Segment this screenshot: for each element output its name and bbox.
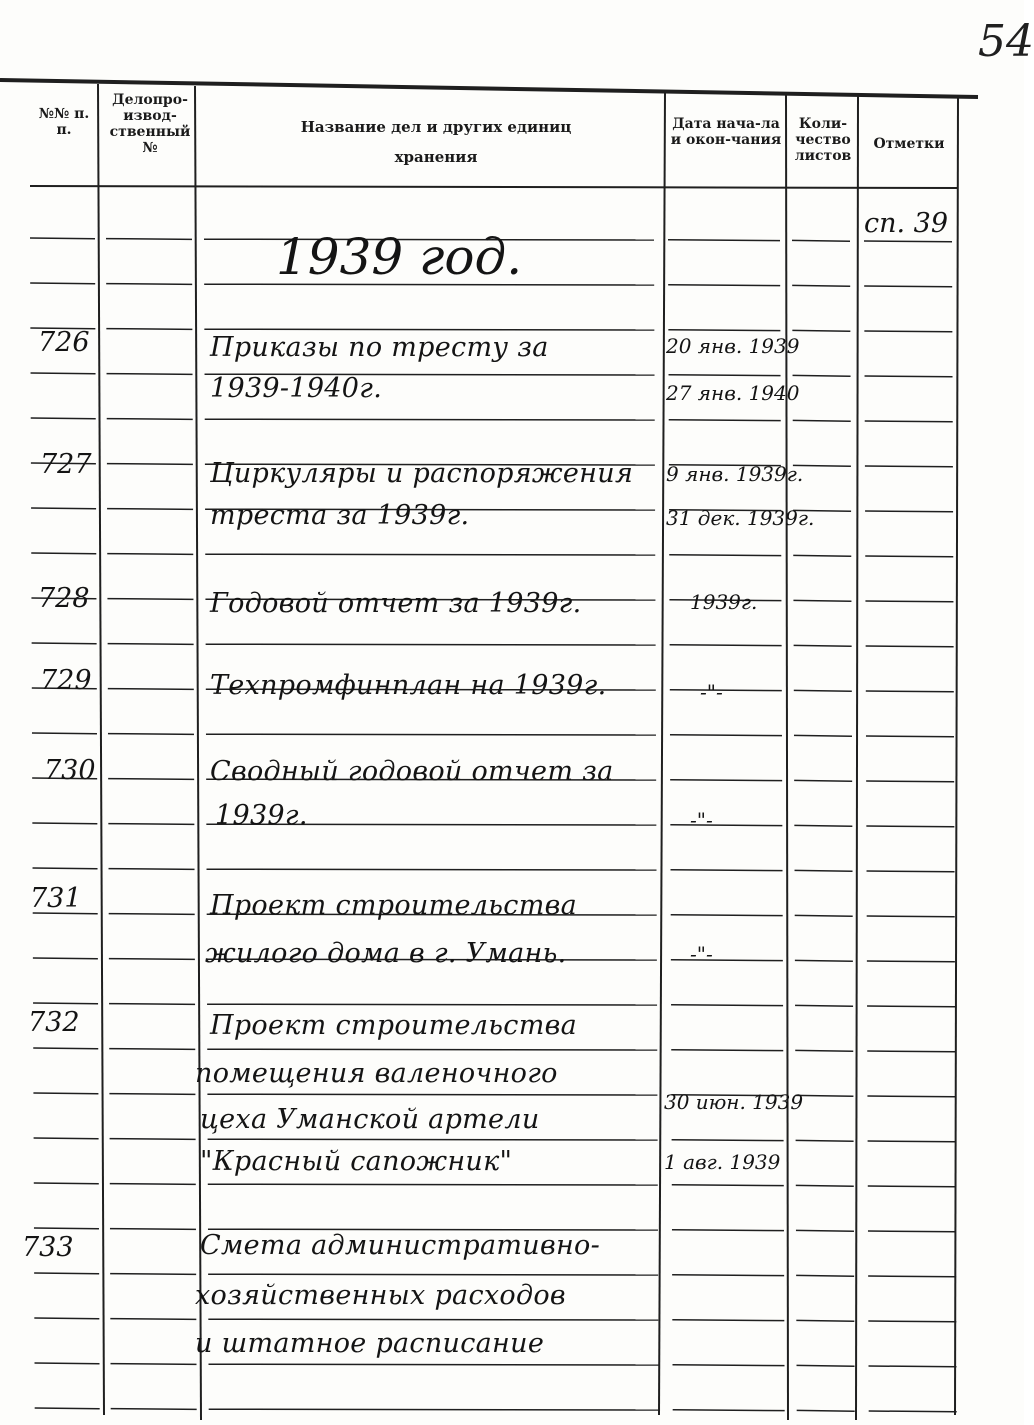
ruled-line: [792, 240, 850, 241]
entry-number: 728: [38, 583, 90, 614]
ruled-line: [672, 1230, 784, 1231]
entry-title-line: 1939-1940г.: [210, 373, 383, 404]
ruled-line: [106, 329, 192, 330]
ruled-line: [868, 1186, 956, 1187]
ruled-line: [109, 959, 195, 960]
ruled-line: [110, 1319, 196, 1320]
ruled-line: [106, 284, 192, 285]
ruled-line: [795, 915, 853, 916]
ruled-line: [672, 1275, 784, 1276]
entry-title-line: хозяйственных расходов: [195, 1280, 566, 1311]
year-note: сп. 39: [864, 208, 949, 239]
ruled-line: [668, 285, 780, 286]
ruled-line: [205, 419, 655, 420]
ruled-line: [673, 1410, 785, 1411]
ruled-line: [32, 643, 97, 644]
entry-title-line: Проект строительства: [210, 890, 578, 921]
entry-date: -"-: [690, 942, 713, 966]
ruled-line: [868, 1231, 956, 1232]
ruled-line: [111, 1409, 197, 1410]
entry-date: 30 июн. 1939: [664, 1090, 804, 1114]
ruled-line: [209, 1364, 659, 1365]
ruled-line: [672, 1140, 784, 1141]
ruled-line: [792, 330, 850, 331]
ruled-line: [31, 508, 96, 509]
entry-title-line: цеха Уманской артели: [200, 1104, 540, 1135]
ruled-line: [671, 1050, 783, 1051]
ruled-line: [35, 1408, 100, 1409]
entry-date: 31 дек. 1939г.: [666, 506, 815, 530]
entry-title-line: жилого дома в г. Умань.: [205, 938, 567, 969]
ruled-line: [792, 285, 850, 286]
ruled-line: [33, 868, 98, 869]
header-col-title: Название дел и других единиц хранения: [300, 118, 572, 166]
ruled-line: [35, 1363, 100, 1364]
ruled-line: [866, 646, 954, 647]
entry-date: 27 янв. 1940: [666, 381, 800, 405]
ruled-line: [793, 420, 851, 421]
header-col-office-number: Делопро-извод-ственный №: [109, 92, 191, 156]
entry-title-line: "Красный сапожник": [200, 1146, 513, 1177]
page-number: 54: [978, 16, 1034, 67]
ruled-line: [669, 555, 781, 556]
ruled-line: [795, 870, 853, 871]
entry-title-line: Техпромфинплан на 1939г.: [210, 670, 607, 701]
entry-date: 9 янв. 1939г.: [666, 462, 804, 486]
ruled-line: [796, 1230, 854, 1231]
ruled-line: [107, 419, 193, 420]
ruled-line: [206, 644, 656, 645]
ruled-line: [207, 869, 657, 870]
ruled-line: [207, 1094, 657, 1095]
ruled-line: [34, 1273, 99, 1274]
ruled-line: [867, 916, 955, 917]
ruled-line: [868, 1141, 956, 1142]
entry-number: 727: [40, 449, 92, 480]
ruled-line: [865, 466, 953, 467]
year-heading: 1939 год.: [276, 228, 523, 286]
ruled-line: [868, 1276, 956, 1277]
ruled-line: [110, 1139, 196, 1140]
ruled-line: [670, 645, 782, 646]
ruled-line: [793, 375, 851, 376]
entry-title-line: Сводный годовой отчет за: [210, 756, 614, 787]
ruled-line: [672, 1320, 784, 1321]
entry-date: 1939г.: [690, 590, 758, 614]
ruled-line: [207, 1004, 657, 1005]
entry-date: 1 авг. 1939: [664, 1150, 781, 1174]
ruled-line: [793, 600, 851, 601]
ruled-line: [207, 1049, 657, 1050]
entry-number: 733: [22, 1232, 74, 1263]
ruled-line: [671, 1005, 783, 1006]
ruled-line: [671, 870, 783, 871]
header-col-dates: Дата нача-ла и окон-чания: [670, 116, 782, 148]
ruled-line: [796, 1140, 854, 1141]
entry-title-line: 1939г.: [215, 800, 308, 831]
ruled-line: [866, 826, 954, 827]
ruled-line: [110, 1229, 196, 1230]
ruled-line: [796, 1185, 854, 1186]
ruled-line: [864, 331, 952, 332]
ruled-line: [208, 1184, 658, 1185]
ruled-line: [796, 1275, 854, 1276]
ruled-line: [794, 645, 852, 646]
entry-date: 20 янв. 1939: [666, 334, 800, 358]
ruled-line: [30, 238, 95, 239]
entry-title-line: Проект строительства: [210, 1010, 578, 1041]
ruled-line: [867, 1096, 955, 1097]
ruled-line: [668, 330, 780, 331]
ruled-line: [794, 825, 852, 826]
ruled-line: [108, 779, 194, 780]
ruled-line: [204, 329, 654, 330]
ruled-line: [108, 734, 194, 735]
ruled-line: [865, 376, 953, 377]
ruled-line: [31, 373, 96, 374]
ruled-line: [209, 1409, 659, 1410]
ruled-line: [205, 554, 655, 555]
ruled-line: [107, 464, 193, 465]
ruled-line: [208, 1274, 658, 1275]
ruled-line: [208, 1139, 658, 1140]
entry-number: 726: [38, 327, 90, 358]
ruled-line: [109, 1094, 195, 1095]
ruled-line: [108, 644, 194, 645]
ruled-line: [869, 1411, 957, 1412]
ruled-line: [32, 733, 97, 734]
ruled-line: [109, 869, 195, 870]
ruled-line: [33, 1048, 98, 1049]
ruled-line: [206, 734, 656, 735]
ruled-line: [795, 1050, 853, 1051]
ruled-line: [867, 961, 955, 962]
entry-title-line: Приказы по тресту за: [210, 332, 549, 363]
ruled-line: [794, 735, 852, 736]
ruled-line: [865, 556, 953, 557]
ruled-line: [865, 421, 953, 422]
ruled-line: [110, 1274, 196, 1275]
ruled-line: [864, 241, 952, 242]
ruled-line: [106, 239, 192, 240]
ruled-line: [111, 1364, 197, 1365]
ruled-line: [34, 1318, 99, 1319]
entry-title-line: помещения валеночного: [195, 1058, 558, 1089]
ruled-line: [794, 690, 852, 691]
ruled-line: [797, 1365, 855, 1366]
ruled-line: [795, 960, 853, 961]
entry-title-line: Смета административно-: [200, 1230, 601, 1261]
ruled-line: [797, 1410, 855, 1411]
ruled-line: [672, 1185, 784, 1186]
ruled-line: [671, 915, 783, 916]
header-col-sheets: Коли-чество листов: [794, 116, 852, 164]
header-col-notes: Отметки: [873, 136, 945, 152]
entry-title-line: треста за 1939г.: [210, 500, 470, 531]
ruled-line: [669, 375, 781, 376]
ruled-line: [107, 509, 193, 510]
entry-number: 732: [28, 1007, 80, 1038]
ruled-line: [34, 1228, 99, 1229]
ruled-line: [110, 1184, 196, 1185]
ruled-line: [795, 1005, 853, 1006]
ruled-line: [32, 823, 97, 824]
ruled-line: [866, 691, 954, 692]
ruled-line: [670, 690, 782, 691]
ruled-line: [107, 374, 193, 375]
ruled-line: [208, 1319, 658, 1320]
ruled-line: [107, 599, 193, 600]
ruled-line: [107, 554, 193, 555]
ruled-line: [865, 601, 953, 602]
ruled-line: [795, 1095, 853, 1096]
ruled-line: [108, 689, 194, 690]
entry-title-line: и штатное расписание: [195, 1328, 545, 1359]
ruled-line: [796, 1320, 854, 1321]
entry-date: -"-: [690, 808, 713, 832]
ruled-line: [865, 511, 953, 512]
ruled-line: [670, 825, 782, 826]
ruled-line: [33, 1003, 98, 1004]
header-col-number: №№ п. п.: [38, 106, 90, 138]
entry-number: 729: [40, 665, 92, 696]
ruled-line: [31, 418, 96, 419]
entry-number: 730: [44, 755, 96, 786]
entry-title-line: Циркуляры и распоряжения: [210, 458, 634, 489]
ruled-line: [670, 780, 782, 781]
ruled-line: [867, 1051, 955, 1052]
ruled-line: [668, 240, 780, 241]
ruled-line: [669, 420, 781, 421]
ruled-line: [867, 871, 955, 872]
ruled-line: [33, 1093, 98, 1094]
ruled-line: [864, 286, 952, 287]
ruled-line: [33, 958, 98, 959]
ruled-line: [866, 736, 954, 737]
ruled-line: [794, 780, 852, 781]
ruled-line: [109, 1004, 195, 1005]
ruled-line: [34, 1183, 99, 1184]
entry-number: 731: [30, 883, 82, 914]
ruled-line: [793, 555, 851, 556]
ruled-line: [866, 781, 954, 782]
ruled-line: [108, 824, 194, 825]
ruled-line: [109, 1049, 195, 1050]
ruled-line: [670, 735, 782, 736]
ruled-line: [868, 1321, 956, 1322]
ruled-line: [30, 283, 95, 284]
ruled-line: [31, 553, 96, 554]
ruled-line: [109, 914, 195, 915]
entry-title-line: Годовой отчет за 1939г.: [210, 588, 582, 619]
ruled-line: [34, 1138, 99, 1139]
ruled-line: [673, 1365, 785, 1366]
ruled-line: [867, 1006, 955, 1007]
entry-date: -"-: [700, 680, 723, 704]
ruled-line: [671, 960, 783, 961]
ruled-line: [869, 1366, 957, 1367]
